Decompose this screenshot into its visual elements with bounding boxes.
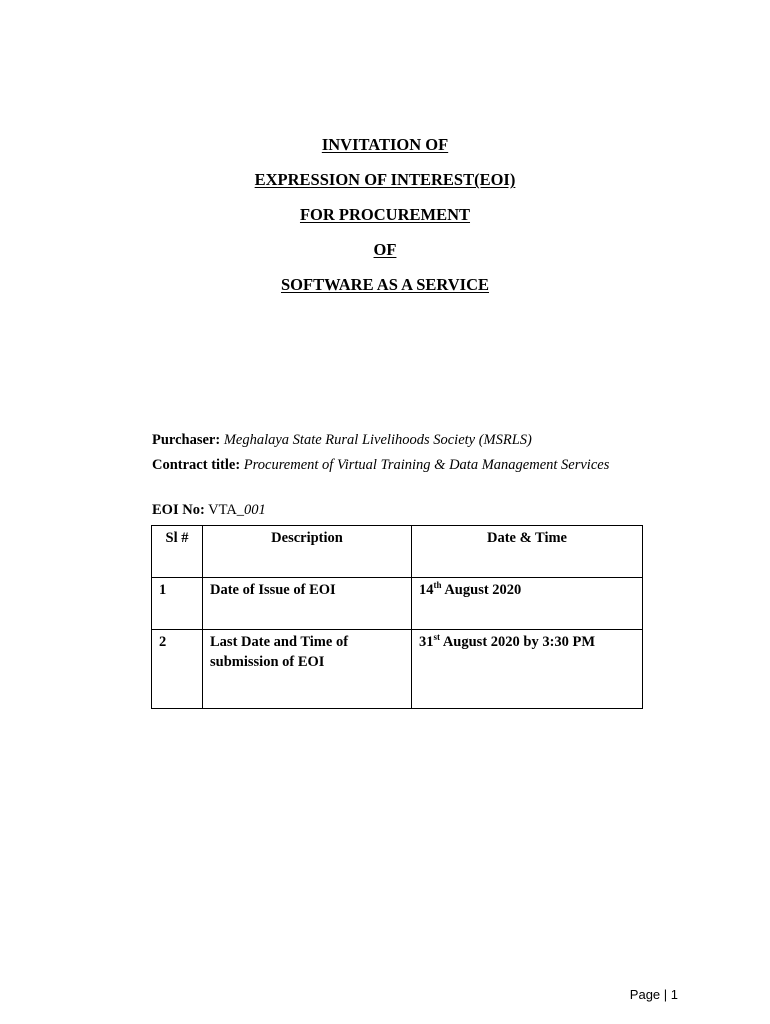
table-row	[152, 578, 643, 630]
table-header-row	[152, 526, 643, 578]
row-2-description-line-2: submission of EOI	[210, 654, 325, 670]
title-line-2: EXPRESSION OF INTEREST(EOI)	[254, 170, 516, 189]
row-1-date-suffix: th	[433, 580, 442, 590]
purchaser-value: Meghalaya State Rural Livelihoods Society (MSRLS)	[223, 432, 532, 448]
row-1-date	[412, 578, 643, 630]
title-line-3: FOR PROCUREMENT	[299, 205, 471, 224]
header-description: Description	[203, 526, 412, 578]
contract-title-label: Contract title:	[152, 457, 241, 473]
title-line-4: OF	[373, 240, 397, 259]
contract-title-value: Procurement of Virtual Training & Data Management Services	[243, 457, 610, 473]
row-2-sl: 2	[152, 630, 203, 709]
title-line-5: SOFTWARE AS A SERVICE	[280, 275, 490, 294]
page-number: Page | 1	[629, 987, 678, 1002]
contract-title-line	[152, 457, 609, 474]
eoi-schedule-table	[151, 525, 643, 709]
row-2-date-day: 31	[419, 634, 434, 650]
row-2-description	[203, 630, 412, 709]
eoi-number-label: EOI No:	[152, 502, 205, 518]
table-row	[152, 630, 643, 709]
row-1-date-day: 14	[419, 582, 434, 598]
row-2-description-line-1: Last Date and Time of	[210, 634, 349, 650]
row-2-date	[412, 630, 643, 709]
document-title	[0, 134, 770, 309]
purchaser-line	[152, 432, 532, 449]
title-line-1: INVITATION OF	[321, 135, 449, 154]
eoi-number-line	[152, 502, 266, 519]
row-2-date-rest: August 2020 by 3:30 PM	[440, 634, 596, 650]
header-date-time: Date & Time	[412, 526, 643, 578]
row-1-description: Date of Issue of EOI	[203, 578, 412, 630]
row-1-sl: 1	[152, 578, 203, 630]
row-1-date-rest: August 2020	[441, 582, 522, 598]
purchaser-label: Purchaser:	[152, 432, 221, 448]
header-sl: Sl #	[152, 526, 203, 578]
eoi-number-prefix: VTA_	[208, 502, 245, 518]
row-2-date-suffix: st	[433, 632, 440, 642]
eoi-number-value: 001	[244, 502, 266, 518]
